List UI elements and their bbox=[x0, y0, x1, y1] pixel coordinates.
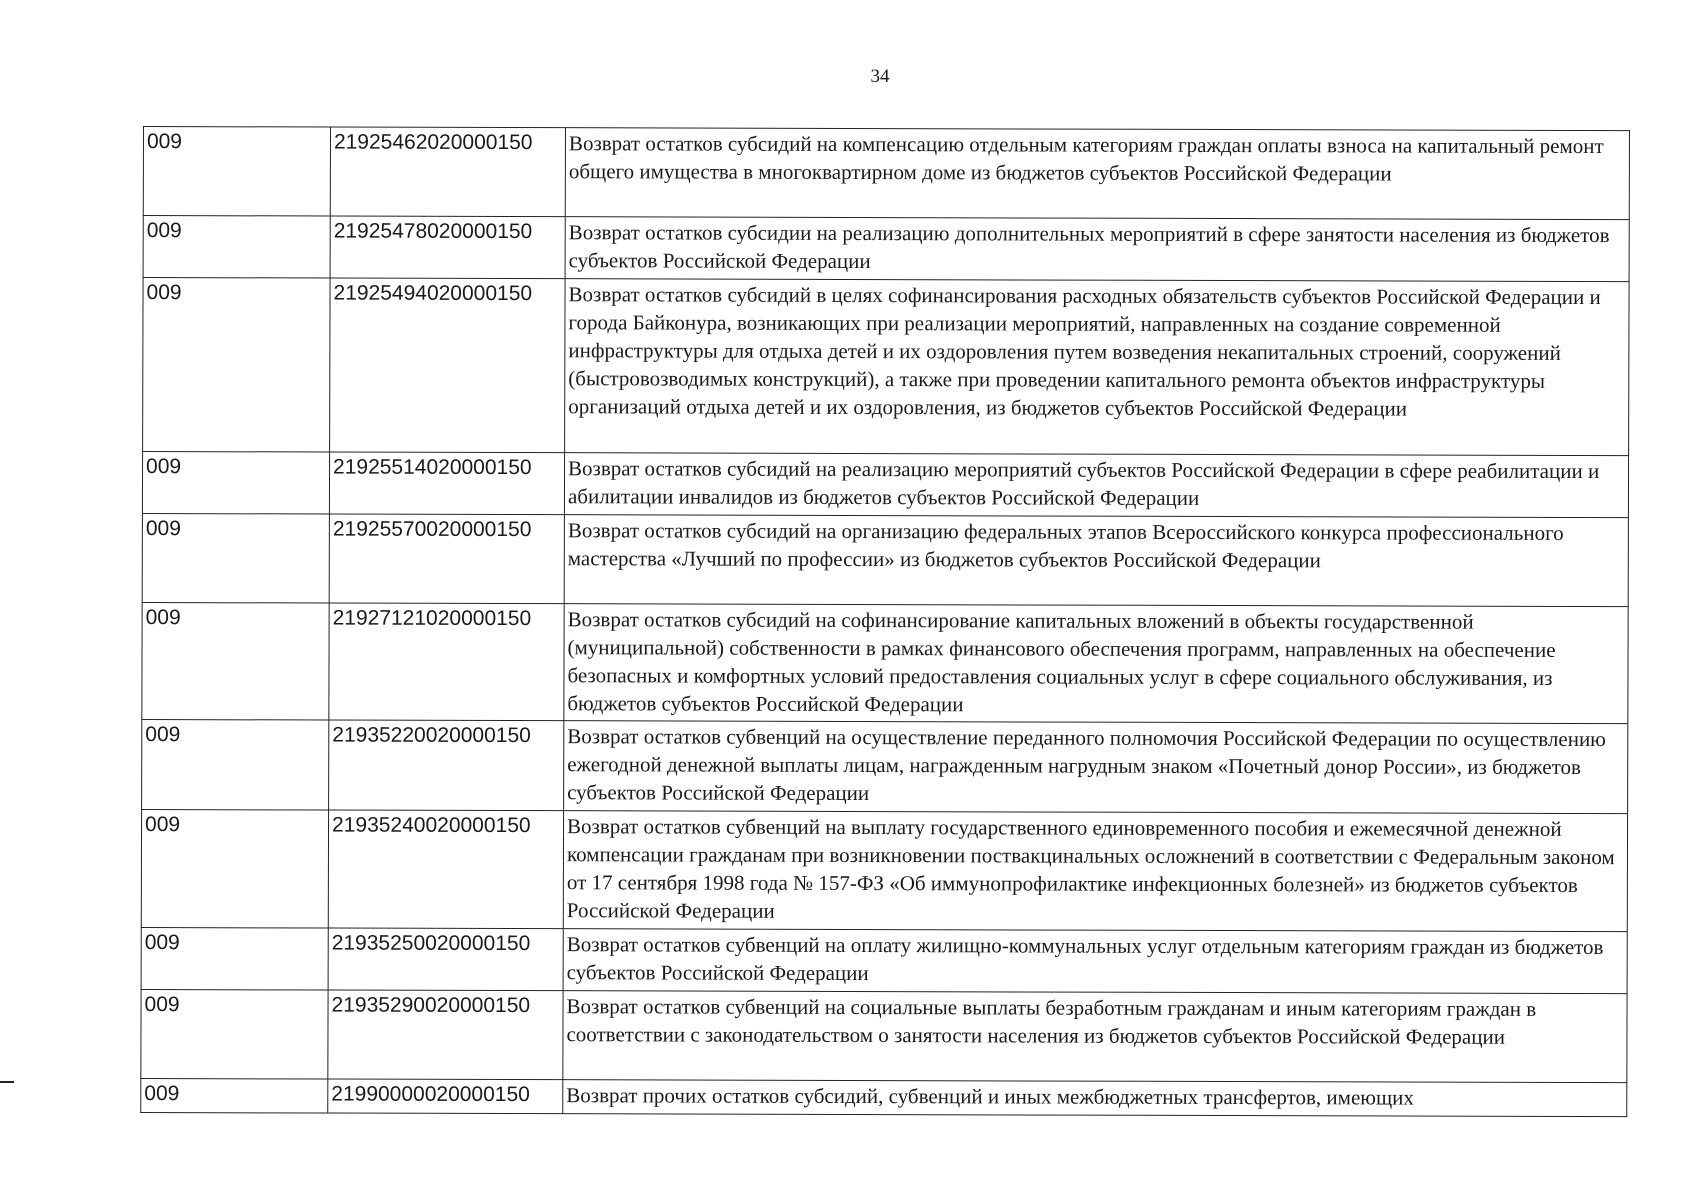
admin-code-cell: 009 bbox=[142, 719, 329, 810]
table-row bbox=[141, 927, 1627, 993]
table-row bbox=[142, 719, 1628, 813]
budget-code-cell: 21990000020000150 bbox=[328, 1079, 563, 1114]
budget-code-cell: 21935240020000150 bbox=[328, 810, 563, 929]
budget-code-cell: 21935250020000150 bbox=[328, 928, 563, 991]
budget-code-cell: 21935220020000150 bbox=[329, 720, 564, 811]
table-row bbox=[142, 602, 1628, 723]
admin-code-cell: 009 bbox=[143, 216, 330, 279]
table-body bbox=[141, 127, 1630, 1117]
budget-code-cell: 21935290020000150 bbox=[328, 990, 563, 1080]
table-row bbox=[141, 809, 1627, 931]
description-cell: Возврат остатков субсидий на реализацию мероприятий субъектов Российской Федерации в сфере реабилитации и абилитации инвалидов из бюджетов субъектов Российской Федерации bbox=[564, 453, 1628, 518]
admin-code-cell: 009 bbox=[141, 809, 328, 928]
budget-code-cell: 21925462020000150 bbox=[330, 127, 565, 217]
admin-code-cell: 009 bbox=[142, 452, 329, 515]
admin-code-cell: 009 bbox=[142, 513, 329, 603]
table-row bbox=[141, 1078, 1627, 1116]
admin-code-cell: 009 bbox=[141, 1078, 328, 1113]
description-cell: Возврат прочих остатков субсидий, субвенций и иных межбюджетных трансфертов, имеющих bbox=[563, 1080, 1627, 1117]
table-row bbox=[143, 216, 1629, 282]
budget-code-cell: 21925514020000150 bbox=[329, 452, 564, 515]
table-row bbox=[142, 452, 1628, 518]
budget-code-cell: 21927121020000150 bbox=[329, 603, 564, 721]
budget-code-cell: 21925570020000150 bbox=[329, 514, 564, 604]
table-row bbox=[143, 127, 1629, 220]
table-row bbox=[143, 278, 1629, 456]
description-cell: Возврат остатков субсидий на компенсацию отдельным категориям граждан оплаты взноса на капитальный ремонт общего имущества в многоквартирном доме из бюджетов субъектов Российской Федерации bbox=[565, 128, 1629, 220]
admin-code-cell: 009 bbox=[143, 127, 330, 217]
admin-code-cell: 009 bbox=[142, 602, 329, 720]
description-cell: Возврат остатков субвенций на социальные выплаты безработным гражданам и иным категориям граждан в соответствии с законодательством о занятости населения из бюджетов субъектов Российской Федерации bbox=[563, 991, 1627, 1083]
description-cell: Возврат остатков субвенций на оплату жилищно-коммунальных услуг отдельным категориям граждан из бюджетов субъектов Российской Федерации bbox=[563, 929, 1627, 994]
description-cell: Возврат остатков субвенций на выплату государственного единовременного пособия и ежемесячной денежной компенсации гражданам при возникновении поствакцинальных осложнений в соответствии с Федеральным законом от 17 сентября 1998 года № 157-ФЗ «Об иммунопрофилактике инфекционных болезней» из бюджетов субъектов Российской Федерации bbox=[563, 811, 1627, 932]
margin-mark bbox=[0, 1081, 14, 1083]
budget-code-cell: 21925494020000150 bbox=[330, 278, 565, 453]
description-cell: Возврат остатков субвенций на осуществление переданного полномочия Российской Федерации по осуществлению ежегодной денежной выплаты лицам, награжденным нагрудным знаком «Почетный донор России», из бюджетов субъектов Российской Федерации bbox=[564, 721, 1628, 814]
table-row bbox=[142, 513, 1628, 606]
description-cell: Возврат остатков субсидий в целях софинансирования расходных обязательств субъектов Российской Федерации и города Байконура, возникающих при реализации мероприятий, направленных на создание современной инфраструктуры для отдыха детей и их оздоровления путем возведения некапитальных строений, сооружений (быстровозводимых конструкций), а также при проведении капитального ремонта объектов инфраструктуры организаций отдыха детей и их оздоровления, из бюджетов субъектов Российской Федерации bbox=[565, 279, 1629, 456]
description-cell: Возврат остатков субсидий на софинансирование капитальных вложений в объекты государственной (муниципальной) собственности в рамках финансового обеспечения программ, направленных на обеспечение безопасных и комфортных условий предоставления социальных услуг в сфере социального обслуживания, из бюджетов субъектов Российской Федерации bbox=[564, 604, 1628, 724]
description-cell: Возврат остатков субсидий на организацию федеральных этапов Всероссийского конкурса профессионального мастерства «Лучший по профессии» из бюджетов субъектов Российской Федерации bbox=[564, 515, 1628, 607]
budget-codes-table bbox=[140, 126, 1630, 1117]
budget-code-cell: 21925478020000150 bbox=[330, 216, 565, 279]
table-row bbox=[141, 989, 1627, 1082]
admin-code-cell: 009 bbox=[143, 278, 330, 453]
admin-code-cell: 009 bbox=[141, 989, 328, 1079]
page-number: 34 bbox=[870, 66, 890, 87]
description-cell: Возврат остатков субсидии на реализацию дополнительных мероприятий в сфере занятости населения из бюджетов субъектов Российской Федерации bbox=[565, 217, 1629, 282]
admin-code-cell: 009 bbox=[141, 927, 328, 990]
